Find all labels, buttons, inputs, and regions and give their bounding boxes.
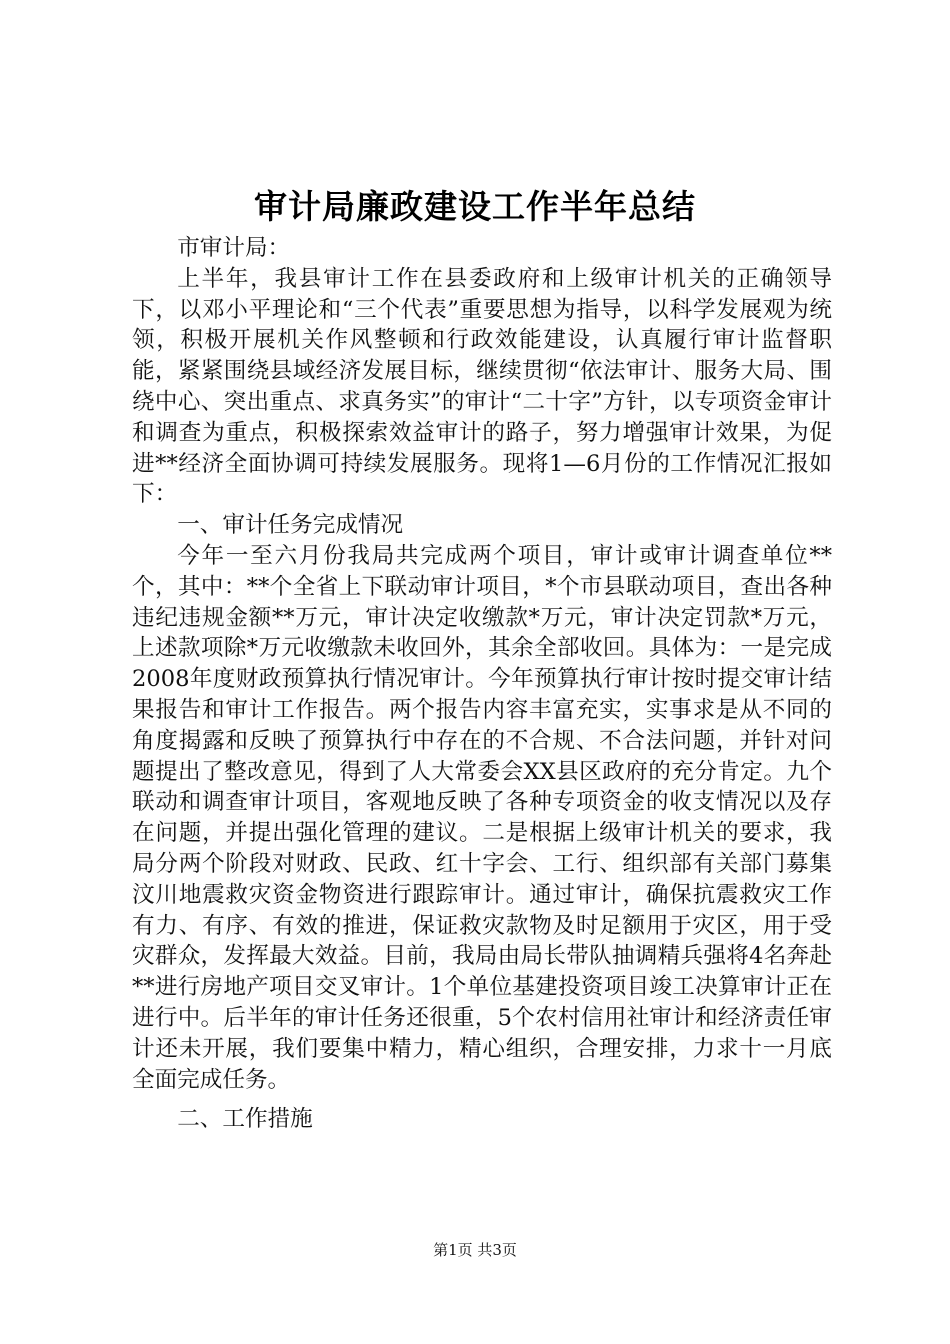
section-heading-2: 二、工作措施 <box>177 1106 313 1133</box>
document-title: 审计局廉政建设工作半年总结 <box>254 187 696 226</box>
salutation: 市审计局： <box>177 235 291 261</box>
intro-paragraph: 上半年，我县审计工作在县委政府和上级审计机关的正确领导下，以邓小平理论和“三个代表”重要思想为指导，以科学发展观为统领，积极开展机关作风整顿和行政效能建设，认真履行审计监督职能，紧紧围绕县域经济发展目标，继续贯彻“依法审计、服务大局、围绕中心、突出重点、求真务实”的审计“二十字”方针，以专项资金审计和调查为重点，积极探索效益审计的路子，努力增强审计效果，为促进**经济全面协调可持续发展服务。现将1—6月份的工作情况汇报如下： <box>132 265 832 508</box>
section-heading-1: 一、审计任务完成情况 <box>177 512 404 539</box>
document-body <box>132 233 832 1135</box>
page-footer: 第1页 共3页 <box>433 1241 517 1259</box>
section-1-paragraph: 今年一至六月份我局共完成两个项目，审计或审计调查单位**个，其中：**个全省上下联动审计项目，*个市县联动项目，查出各种违纪违规金额**万元，审计决定收缴款*万元，审计决定罚款*万元，上述款项除*万元收缴款未收回外，其余全部收回。具体为：一是完成2008年度财政预算执行情况审计。今年预算执行审计按时提交审计结果报告和审计工作报告。两个报告内容丰富充实，实事求是从不同的角度揭露和反映了预算执行中存在的不合规、不合法问题，并针对问题提出了整改意见，得到了人大常委会XX县区政府的充分肯定。九个联动和调查审计项目，客观地反映了各种专项资金的收支情况以及存在问题，并提出强化管理的建议。二是根据上级审计机关的要求，我局分两个阶段对财政、民政、红十字会、工行、组织部有关部门募集汶川地震救灾资金物资进行跟踪审计。通过审计，确保抗震救灾工作有力、有序、有效的推进，保证救灾款物及时足额用于灾区，用于受灾群众，发挥最大效益。目前，我局由局长带队抽调精兵强将4名奔赴**进行房地产项目交叉审计。1个单位基建投资项目竣工决算审计正在进行中。后半年的审计任务还很重，5个农村信用社审计和经济责任审计还未开展，我们要集中精力，精心组织，合理安排，力求十一月底全面完成任务。 <box>132 542 832 1093</box>
